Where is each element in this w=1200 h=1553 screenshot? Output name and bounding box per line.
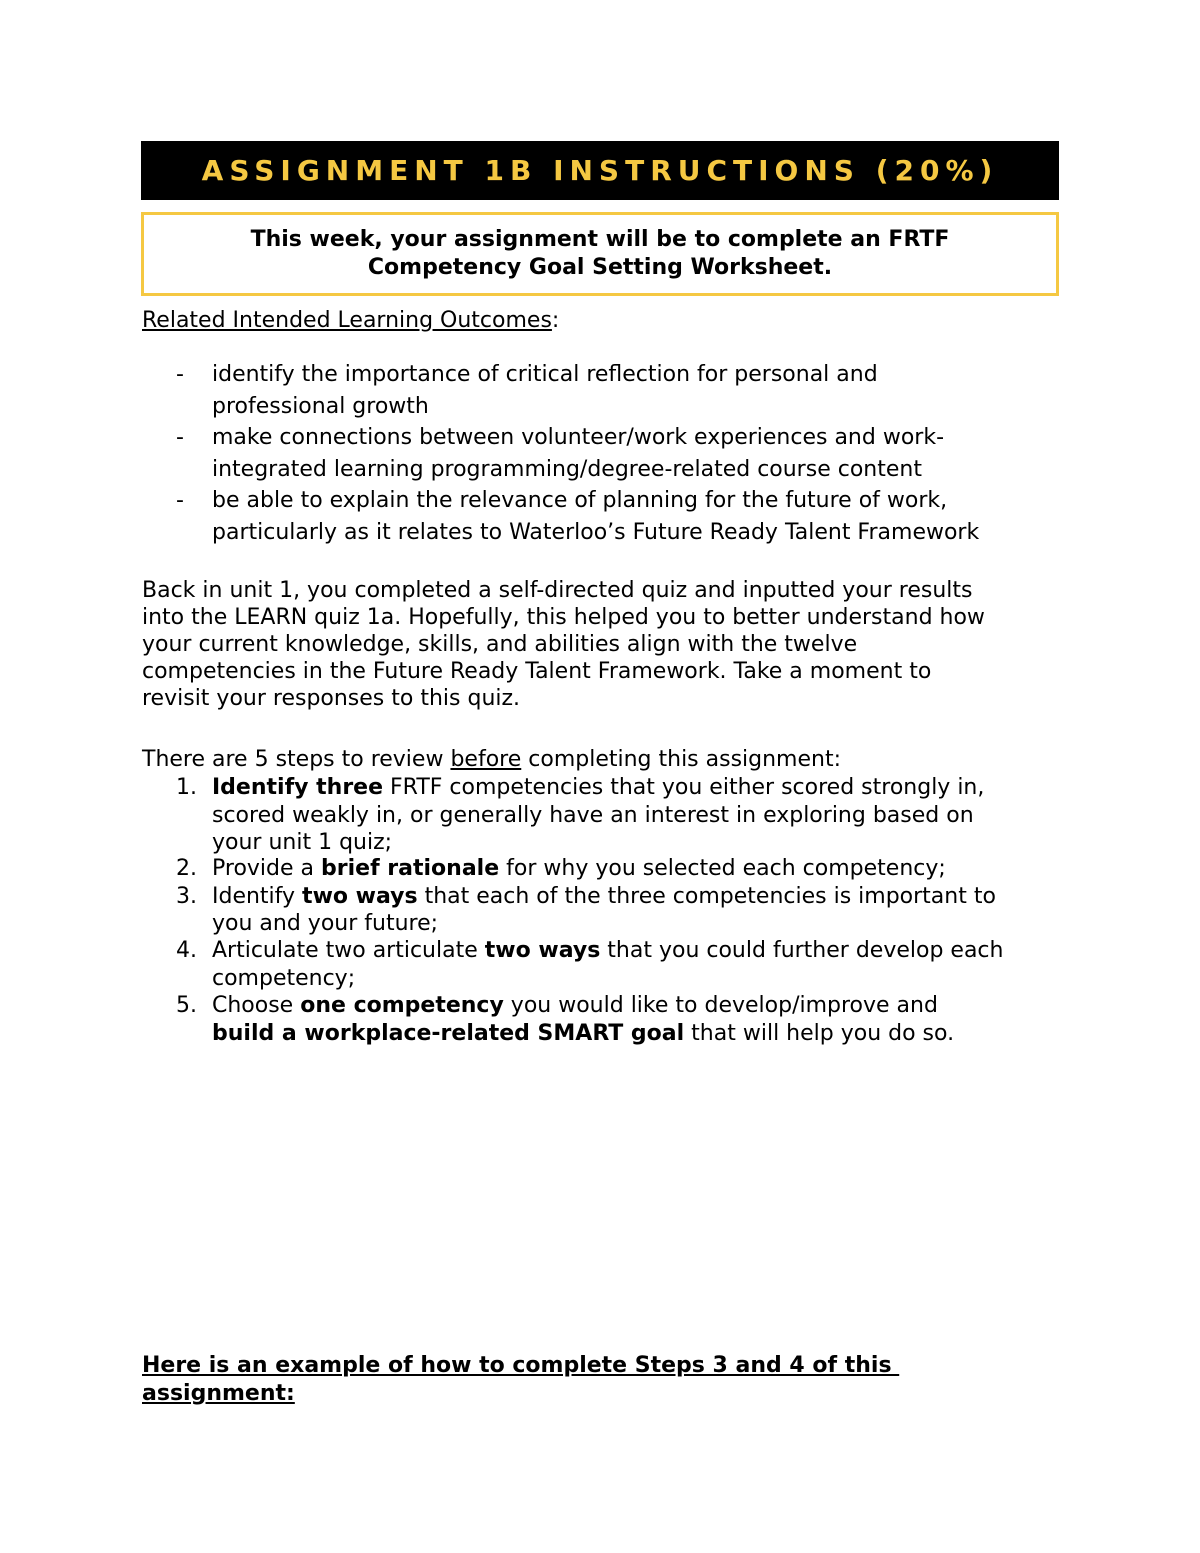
step-text-line xyxy=(212,937,1003,965)
outcomes-heading-colon: : xyxy=(551,308,560,333)
intro-paragraph-line: Back in unit 1, you completed a self-directed quiz and inputted your results xyxy=(142,578,973,603)
outcome-item-text: make connections between volunteer/work experiences and work- xyxy=(212,425,945,450)
step-text: Identify xyxy=(212,884,303,909)
example-heading-line: Here is an example of how to complete Steps 3 and 4 of this xyxy=(142,1353,900,1378)
step-emphasis: one competency xyxy=(300,993,504,1018)
steps-intro xyxy=(142,746,841,774)
step-number: 1. xyxy=(176,775,197,800)
outcome-item-text: be able to explain the relevance of planning for the future of work, xyxy=(212,488,948,513)
step-text: you and your future; xyxy=(212,911,439,936)
page-title: ASSIGNMENT 1B INSTRUCTIONS (20%) xyxy=(201,154,999,187)
step-number: 2. xyxy=(176,856,197,881)
outcome-bullet-marker: - xyxy=(176,425,184,450)
step-number: 3. xyxy=(176,884,197,909)
title-banner xyxy=(141,141,1059,200)
callout-line-1: This week, your assignment will be to complete an FRTF xyxy=(250,227,950,252)
step-text: Articulate two articulate xyxy=(212,938,485,963)
outcome-item-text: integrated learning programming/degree-related course content xyxy=(212,457,922,482)
outcomes-heading xyxy=(142,307,559,335)
step-text-line xyxy=(212,802,974,830)
step-emphasis: Identify three xyxy=(212,775,384,800)
step-text-line xyxy=(212,1020,954,1048)
step-text: competency; xyxy=(212,966,356,991)
step-text-line xyxy=(212,855,946,883)
step-text: Choose xyxy=(212,993,301,1018)
step-number: 4. xyxy=(176,938,197,963)
step-text: that will help you do so. xyxy=(684,1021,955,1046)
step-emphasis: build a workplace-related SMART goal xyxy=(212,1021,685,1046)
step-text-line xyxy=(212,992,938,1020)
step-emphasis: two ways xyxy=(302,884,418,909)
step-text: for why you selected each competency; xyxy=(499,856,946,881)
intro-paragraph-line: into the LEARN quiz 1a. Hopefully, this helped you to better understand how xyxy=(142,605,985,630)
outcome-bullet-marker: - xyxy=(176,362,184,387)
outcomes-heading-text: Related Intended Learning Outcomes xyxy=(142,308,552,333)
intro-paragraph-line: revisit your responses to this quiz. xyxy=(142,686,521,711)
steps-intro-after: completing this assignment: xyxy=(521,747,842,772)
step-text: you would like to develop/improve and xyxy=(503,993,938,1018)
step-emphasis: brief rationale xyxy=(321,856,500,881)
step-number: 5. xyxy=(176,993,197,1018)
intro-paragraph-line: competencies in the Future Ready Talent Framework. Take a moment to xyxy=(142,659,932,684)
step-text: FRTF competencies that you either scored strongly in, xyxy=(383,775,985,800)
step-text-line xyxy=(212,774,984,802)
step-text: your unit 1 quiz; xyxy=(212,830,393,855)
steps-intro-before: There are 5 steps to review xyxy=(142,747,451,772)
step-text-line xyxy=(212,910,438,938)
callout-line-2: Competency Goal Setting Worksheet. xyxy=(367,255,833,280)
outcome-bullet-marker: - xyxy=(176,488,184,513)
example-heading-line: assignment: xyxy=(142,1381,295,1406)
step-text-line xyxy=(212,829,392,857)
step-text: that you could further develop each xyxy=(600,938,1004,963)
outcome-item-text: identify the importance of critical reflection for personal and xyxy=(212,362,878,387)
intro-paragraph-line: your current knowledge, skills, and abilities align with the twelve xyxy=(142,632,858,657)
outcome-item-text: particularly as it relates to Waterloo’s Future Ready Talent Framework xyxy=(212,520,980,545)
step-text-line xyxy=(212,883,996,911)
assignment-callout-box xyxy=(141,212,1059,296)
outcome-item-text: professional growth xyxy=(212,394,429,419)
steps-intro-underlined: before xyxy=(450,747,522,772)
step-text: that each of the three competencies is important to xyxy=(417,884,996,909)
step-emphasis: two ways xyxy=(484,938,601,963)
step-text: Provide a xyxy=(212,856,322,881)
step-text-line xyxy=(212,965,355,993)
step-text: scored weakly in, or generally have an interest in exploring based on xyxy=(212,803,974,828)
